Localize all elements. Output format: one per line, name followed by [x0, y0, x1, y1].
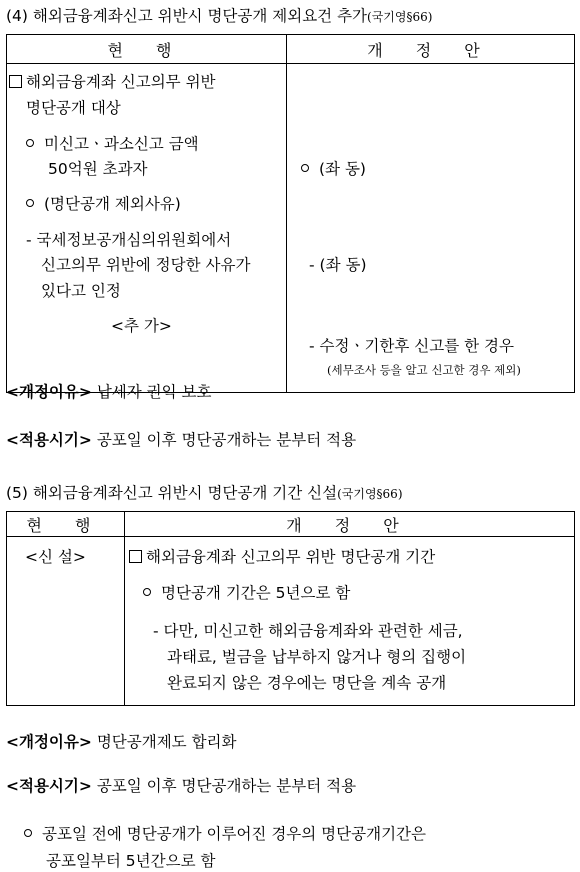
section4-cur-line1: 해외금융계좌 신고의무 위반: [26, 73, 216, 91]
section5-cur-text: <신 설>: [25, 548, 86, 566]
section4-reason: [6, 380, 211, 402]
section5-timing: [6, 774, 356, 796]
section4-timing: [6, 428, 356, 450]
section4-timing-text: 공포일 이후 명단공개하는 분부터 적용: [96, 431, 357, 449]
section4-rev-line4: (세무조사 등을 알고 신고한 경우 제외): [327, 363, 521, 377]
section4-cur-line2: 명단공개 대상: [26, 99, 121, 117]
section5-timing-text: 공포일 이후 명단공개하는 분부터 적용: [96, 777, 357, 795]
section4-cur-line6: - 국세정보공개심의위원회에서: [26, 231, 232, 249]
section4-cur-line5: (명단공개 제외사유): [44, 195, 181, 213]
section5-title: (5) 해외금융계좌신고 위반시 명단공개 기간 신설: [6, 484, 338, 502]
section5-heading: [6, 481, 403, 503]
section4-col-current: 현 행: [7, 35, 287, 64]
section4-revised-cell: [287, 64, 575, 393]
section5-ref: (국기영§66): [337, 487, 403, 501]
section4-cur-line9: <추 가>: [111, 317, 172, 335]
section4-rev-line1: (좌 동): [319, 160, 366, 178]
section5-reason-text: 명단공개제도 합리화: [96, 733, 237, 751]
checkbox-square-icon: [9, 75, 22, 88]
section4-cur-line3: 미신고ㆍ과소신고 금액: [44, 135, 199, 153]
section4-reason-text: 납세자 권익 보호: [96, 383, 212, 401]
section5-reason-label: <개정이유>: [6, 733, 92, 751]
section5-note-line1: [24, 822, 426, 844]
section5-table: [6, 511, 575, 706]
section5-rev-line2: 명단공개 기간은 5년으로 함: [161, 584, 351, 602]
section4-timing-label: <적용시기>: [6, 431, 92, 449]
section5-note-text1: 공포일 전에 명단공개가 이루어진 경우의 명단공개기간은: [42, 825, 426, 843]
circle-bullet-icon: [24, 829, 32, 837]
section4-reason-label: <개정이유>: [6, 383, 92, 401]
section4-ref: (국기영§66): [367, 10, 433, 24]
section5-rev-line3: - 다만, 미신고한 해외금융계좌와 관련한 세금,: [153, 622, 463, 640]
section4-cur-line7: 신고의무 위반에 정당한 사유가: [41, 256, 251, 274]
section4-table: [6, 34, 575, 393]
section4-current-cell: [7, 64, 287, 393]
section5-reason: [6, 730, 237, 752]
section4-col-revised: 개 정 안: [287, 35, 575, 64]
section4-heading: [6, 4, 432, 26]
section5-rev-line4: 과태료, 벌금을 납부하지 않거나 형의 집행이: [167, 648, 467, 666]
checkbox-square-icon: [129, 550, 142, 563]
section4-rev-line3: - 수정ㆍ기한후 신고를 한 경우: [309, 337, 514, 355]
section5-rev-line5: 완료되지 않은 경우에는 명단을 계속 공개: [167, 674, 447, 692]
section4-cur-line4: 50억원 초과자: [48, 160, 148, 178]
section4-rev-line2: - (좌 동): [309, 256, 367, 274]
section5-rev-line1: 해외금융계좌 신고의무 위반 명단공개 기간: [146, 548, 436, 566]
section5-col-current: 현 행: [7, 512, 125, 537]
circle-bullet-icon: [26, 199, 34, 207]
circle-bullet-icon: [143, 588, 151, 596]
circle-bullet-icon: [301, 164, 309, 172]
section5-timing-label: <적용시기>: [6, 777, 92, 795]
section5-col-revised: 개 정 안: [125, 512, 575, 537]
section5-revised-cell: [125, 537, 575, 706]
section5-current-cell: [7, 537, 125, 706]
circle-bullet-icon: [26, 139, 34, 147]
section5-note-line2: 공포일부터 5년간으로 함: [46, 852, 216, 870]
section4-cur-line8: 있다고 인정: [41, 282, 121, 300]
section4-title: (4) 해외금융계좌신고 위반시 명단공개 제외요건 추가: [6, 7, 368, 25]
